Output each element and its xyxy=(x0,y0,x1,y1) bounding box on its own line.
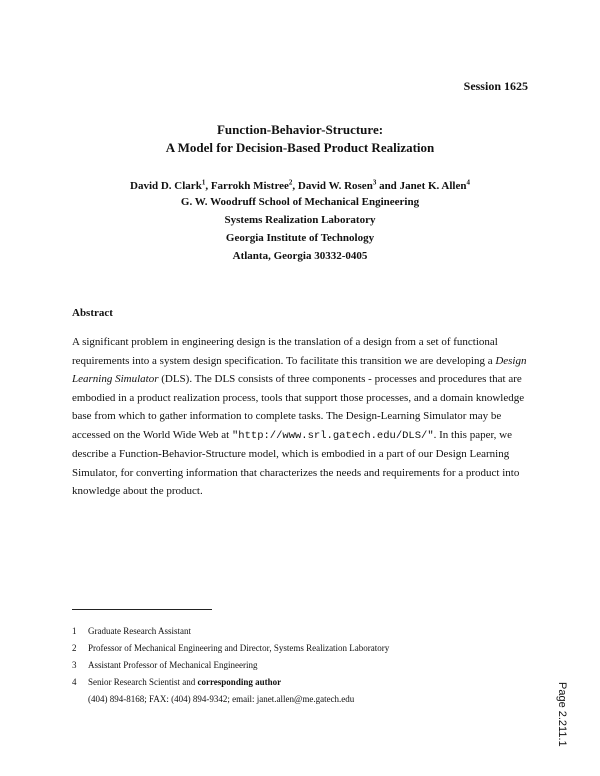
abstract-text-3: . In this paper, we describe a Function-Behavior-Structure model, which is embodied in a part of our Design Learning Simulator, for converting information that characterizes the needs and requirements for a product into knowledge about the product. xyxy=(72,428,520,497)
abstract-text-2: (DLS). The DLS consists of three components - processes and procedures that are embodied in a product realization process, tools that support those processes, and a domain knowledge base from which to gather information to complete tasks. The Design-Learning Simulator may be accessed on the World Wide Web at xyxy=(72,373,525,441)
footnote-number: 1 xyxy=(72,626,77,636)
paper-title-line2: A Model for Decision-Based Product Realization xyxy=(165,140,435,155)
abstract-text-1: A significant problem in engineering design is the translation of a design from a set of functional requirements into a system design specification. To facilitate this transition we are developing a xyxy=(72,336,498,367)
footnote-number: 2 xyxy=(72,643,77,653)
author-3-sup: 3 xyxy=(372,178,377,187)
footnote-number: 4 xyxy=(72,677,77,687)
author-3: David W. Rosen xyxy=(297,180,373,192)
author-sep: and xyxy=(376,180,400,192)
footnote-number: 3 xyxy=(72,660,77,670)
footnote-text: Professor of Mechanical Engineering and Director, Systems Realization Laboratory xyxy=(88,643,390,653)
affiliation-school: G. W. Woodruff School of Mechanical Engineering xyxy=(180,196,420,208)
footnote-text: Assistant Professor of Mechanical Engineering xyxy=(88,660,258,670)
session-label: Session 1625 xyxy=(463,79,528,93)
affiliation-institute: Georgia Institute of Technology xyxy=(225,232,375,244)
author-1-sup: 1 xyxy=(201,178,206,187)
paper-title-line1: Function-Behavior-Structure: xyxy=(216,122,384,137)
author-sep: , xyxy=(292,180,298,192)
affiliation-lab: Systems Realization Laboratory xyxy=(224,214,376,226)
footnote-1 xyxy=(72,625,191,637)
footnote-2 xyxy=(72,642,389,654)
footnote-4 xyxy=(72,676,281,688)
affiliation-address: Atlanta, Georgia 30332-0405 xyxy=(232,250,368,262)
author-2-sup: 2 xyxy=(288,178,293,187)
author-4-sup: 4 xyxy=(466,178,470,187)
footnote-3 xyxy=(72,659,257,671)
page-number: Page 2.211.1 xyxy=(556,682,568,747)
abstract-italic-term: Design Learning Simulator xyxy=(72,354,527,385)
author-sep: , xyxy=(205,180,211,192)
abstract-body xyxy=(72,333,532,501)
footnote-text: Graduate Research Assistant xyxy=(88,626,191,636)
author-4: Janet K. Allen xyxy=(399,180,467,192)
footnote-bold-text: corresponding author xyxy=(197,677,282,687)
footnote-divider xyxy=(72,609,212,610)
footnote-4-contact: (404) 894-8168; FAX: (404) 894-9342; email: janet.allen@me.gatech.edu xyxy=(88,694,355,704)
author-1: David D. Clark xyxy=(130,180,202,192)
footnote-text: Senior Research Scientist and xyxy=(88,677,198,687)
author-2: Farrokh Mistree xyxy=(210,180,289,192)
abstract-heading: Abstract xyxy=(72,307,113,319)
abstract-url: "http://www.srl.gatech.edu/DLS/" xyxy=(232,429,434,442)
